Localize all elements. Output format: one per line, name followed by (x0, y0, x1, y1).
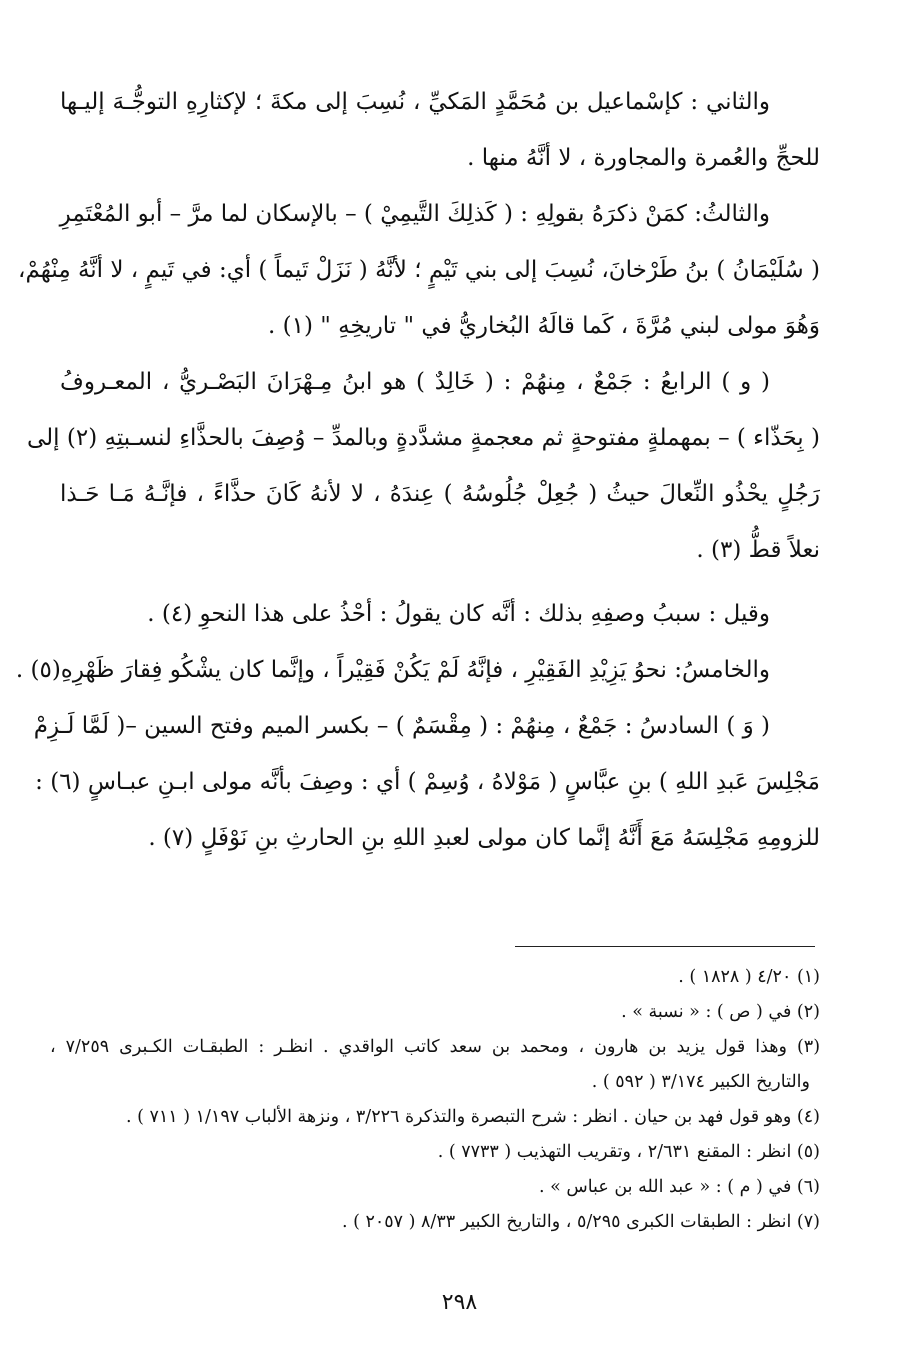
body-line: نعلاً قطُّ (٣) . (696, 537, 820, 563)
main-text (15, 74, 820, 866)
body-line: وقيل : سببُ وصفِهِ بذلك : أنَّه كان يقولُ : أحْذُ على هذا النحوِ (٤) . (147, 601, 770, 627)
footnote: (٧) انظر : الطبقات الكبرى ٥/٢٩٥ ، والتاريخ الكبير ٨/٣٣ ( ٢٠٥٧ ) . (341, 1212, 820, 1232)
body-line: للحجِّ والعُمرة والمجاورة ، لا أنَّهُ منها . (467, 145, 820, 171)
footnote: (٢) في ( ص ) : « نسبة » . (621, 1002, 820, 1022)
body-line: ( سُلَيْمَانُ ) بنُ طَرْخانَ، نُسِبَ إلى بني تَيْمٍ ؛ لأنَّهُ ( نَزَلْ تَيماً ) أي: في تَيمٍ ، لا أنَّهُ مِنْهُمْ، (18, 257, 820, 283)
body-line: رَجُلٍ يحْذُو النِّعالَ حيثُ ( جُعِلْ جُلُوسُهُ ) عِندَهُ ، لا لأنهُ كَانَ حذَّاءً ، فإنَّـهُ مَـا حَـذا (60, 481, 820, 507)
footnote: (٥) انظر : المقنع ٢/٦٣١ ، وتقريب التهذيب ( ٧٧٣٣ ) . (437, 1142, 820, 1162)
body-line: وَهُوَ مولى لبني مُرَّةَ ، كَما قالَهُ البُخاريُّ في " تاريخِهِ " (١) . (267, 313, 820, 339)
body-line: والثالثُ: كمَنْ ذكرَهُ بقولِهِ : ( كَذلِكَ التَّيمِيْ ) – بالإسكان لما مرَّ – أبو المُعْتَمِرِ (59, 201, 770, 227)
footnote: (٤) وهو قول فهد بن حيان . انظر : شرح التبصرة والتذكرة ٣/٢٢٦ ، ونزهة الألباب ١/١٩٧ ( ٧١١ ) . (125, 1107, 820, 1127)
body-line: والخامسُ: نحوُ يَزِيْدِ الفَقِيْرِ ، فإنَّهُ لَمْ يَكُنْ فَقِيْراً ، وإنَّما كان يشْكُو فِقارَ ظَهْرِهِ(٥) . (15, 657, 770, 683)
footnote: (٣) وهذا قول يزيد بن هارون ، ومحمد بن سعد كاتب الواقدي . انظـر : الطبقـات الكـبرى ٧/٢٥٩ ، (50, 1037, 821, 1057)
footnote-separator (515, 946, 815, 947)
footnote: (١) ٤/٢٠ ( ١٨٢٨ ) . (678, 967, 820, 987)
footnote-continuation: والتاريخ الكبير ٣/١٧٤ ( ٥٩٢ ) . (591, 1072, 810, 1092)
body-line: للزومِهِ مَجْلِسَهُ مَعَ أَنَّهُ إنَّما كان مولى لعبدِ اللهِ بنِ الحارثِ بنِ نَوْفَلٍ (٧) . (148, 825, 820, 851)
body-line: والثاني : كإسْماعيل بن مُحَمَّدٍ المَكيِّ ، نُسِبَ إلى مكةَ ؛ لإكثارِهِ التوجُّـهَ إليـها (60, 89, 770, 115)
page-number: ٢٩٨ (441, 1290, 478, 1315)
body-line: ( و ) الرابعُ : جَمْعٌ ، مِنهُمْ : ( خَالِدٌ ) هو ابنُ مِـهْرَانَ البَصْـريُّ ، المعـروفُ (60, 369, 770, 395)
footnote: (٦) في ( م ) : « عبد الله بن عباس » . (538, 1177, 820, 1197)
body-line: مَجْلِسَ عَبدِ اللهِ ) بنِ عبَّاسٍ ( مَوْلاهُ ، وُسِمْ ) أي : وصِفَ بأنَّه مولى ابـنِ عبـاسٍ (٦) : (35, 769, 820, 795)
body-line: ( بِحَذّاء ) – بمهملةٍ مفتوحةٍ ثم معجمةٍ مشدَّدةٍ وبالمدِّ – وُصِفَ بالحذَّاءِ لنسـبتِهِ (٢) إلى (27, 425, 820, 451)
body-line: ( وَ ) السادسُ : جَمْعٌ ، مِنهُمْ : ( مِقْسَمٌ ) – بكسر الميم وفتح السين –( لَمَّا لَـزِمْ (33, 713, 770, 739)
footnotes (50, 960, 820, 1240)
